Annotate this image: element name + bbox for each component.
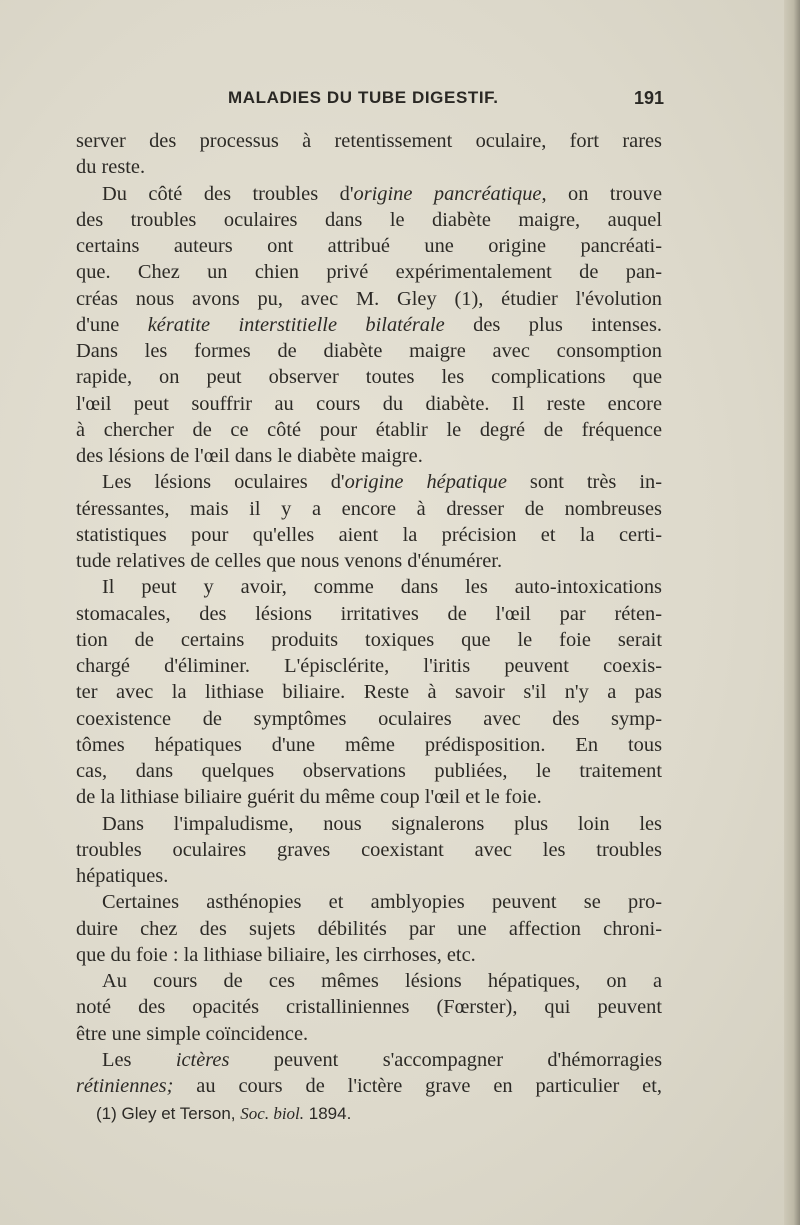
text-line xyxy=(76,1047,662,1073)
text-line xyxy=(76,627,662,653)
text-segment: du reste. xyxy=(76,156,146,179)
italic-text: origine hépatique xyxy=(344,471,507,494)
text-line xyxy=(76,784,662,810)
text-segment: noté des opacités cristalliniennes (Fœrster), qui peuvent xyxy=(76,996,662,1019)
text-line xyxy=(76,286,662,312)
footnote-marker: (1) xyxy=(96,1104,117,1123)
body-text xyxy=(76,128,662,1099)
text-line xyxy=(76,338,662,364)
text-line xyxy=(76,706,662,732)
page-number: 191 xyxy=(633,88,664,108)
text-line xyxy=(76,259,662,285)
text-segment: Dans l'impaludisme, nous signalerons plus loin les xyxy=(102,812,662,835)
text-segment: à chercher de ce côté pour établir le degré de fréquence xyxy=(76,418,662,441)
text-line xyxy=(76,811,662,837)
italic-text: origine pancréatique xyxy=(353,182,542,205)
text-line xyxy=(76,548,662,574)
italic-text: ictères xyxy=(175,1048,230,1071)
text-segment: Dans les formes de diabète maigre avec consomption xyxy=(76,340,662,362)
text-line xyxy=(76,1021,662,1047)
text-segment: des troubles oculaires dans le diabète maigre, auquel xyxy=(76,208,662,231)
text-segment: peuvent s'accompagner d'hémorragies xyxy=(229,1048,662,1071)
text-segment: coexistence de symptômes oculaires avec des symp- xyxy=(76,707,662,730)
text-line xyxy=(76,942,662,968)
text-segment: certains auteurs ont attribué une origine pancréati- xyxy=(76,235,662,257)
text-line xyxy=(76,207,662,233)
text-line xyxy=(76,758,662,784)
text-segment: de la lithiase biliaire guérit du même coup l'œil et le foie. xyxy=(76,786,542,809)
text-segment: des lésions de l'œil dans le diabète maigre. xyxy=(76,445,423,467)
text-segment: Les xyxy=(102,1048,176,1071)
text-segment: rapide, on peut observer toutes les complications que xyxy=(76,366,662,389)
text-segment: Au cours de ces mêmes lésions hépatiques, on a xyxy=(102,970,662,992)
text-line xyxy=(76,181,662,207)
text-segment: être une simple coïncidence. xyxy=(76,1022,309,1045)
italic-text: rétiniennes; xyxy=(76,1075,174,1097)
text-line xyxy=(76,154,662,180)
text-segment: Certaines asthénopies et amblyopies peuvent se pro- xyxy=(102,891,662,914)
text-segment: tude relatives de celles que nous venons d'énumérer. xyxy=(76,550,503,572)
text-line xyxy=(76,916,662,942)
text-line xyxy=(76,443,662,469)
text-line xyxy=(76,1073,662,1099)
text-line xyxy=(76,889,662,915)
text-segment: tômes hépatiques d'une même prédisposition. En tous xyxy=(76,733,662,756)
text-line xyxy=(76,574,662,600)
text-segment: hépatiques. xyxy=(76,865,169,887)
text-segment: que du foie : la lithiase biliaire, les cirrhoses, etc. xyxy=(76,943,476,966)
text-segment: stomacales, des lésions irritatives de l'œil par réten- xyxy=(76,602,662,625)
text-segment: d'une xyxy=(76,313,148,336)
text-segment: chargé d'éliminer. L'épisclérite, l'iritis peuvent coexis- xyxy=(76,655,662,677)
text-line xyxy=(76,522,662,548)
text-segment: Il peut y avoir, comme dans les auto-intoxications xyxy=(102,576,662,599)
running-head: MALADIES DU TUBE DIGESTIF. xyxy=(228,88,499,107)
text-segment: ter avec la lithiase biliaire. Reste à savoir s'il n'y a pas xyxy=(76,681,662,704)
page-header xyxy=(228,88,664,114)
text-line xyxy=(76,653,662,679)
text-segment: que. Chez un chien privé expérimentalement de pan- xyxy=(76,261,662,284)
text-segment: duire chez des sujets débilités par une affection chroni- xyxy=(76,917,662,940)
text-segment: l'œil peut souffrir au cours du diabète. Il reste encore xyxy=(76,392,662,415)
text-segment: téressantes, mais il y a encore à dresser de nombreuses xyxy=(76,497,662,520)
text-segment: créas nous avons pu, avec M. Gley (1), étudier l'évolution xyxy=(76,287,662,310)
text-segment: Les lésions oculaires d' xyxy=(102,471,345,494)
text-segment: server des processus à retentissement oculaire, fort rares xyxy=(76,130,662,152)
text-line xyxy=(76,994,662,1020)
text-line xyxy=(76,496,662,522)
text-segment: troubles oculaires graves coexistant avec les troubles xyxy=(76,838,662,861)
footnote-authors: Gley et Terson, xyxy=(121,1104,236,1123)
text-line xyxy=(76,469,662,495)
text-line xyxy=(76,968,662,994)
text-line xyxy=(76,233,662,259)
text-segment: , on trouve xyxy=(541,182,663,205)
text-line xyxy=(76,679,662,705)
text-line xyxy=(76,417,662,443)
text-segment: des plus intenses. xyxy=(444,313,662,336)
text-line xyxy=(76,128,662,154)
italic-text: kératite interstitielle bilatérale xyxy=(147,313,445,336)
text-line xyxy=(76,837,662,863)
text-line xyxy=(76,391,662,417)
text-segment: au cours de l'ictère grave en particulier et, xyxy=(173,1075,662,1097)
text-line xyxy=(76,601,662,627)
footnote-year: 1894. xyxy=(308,1104,352,1123)
text-segment: Du côté des troubles d' xyxy=(102,182,354,205)
page-edge-shadow xyxy=(784,0,800,1225)
text-line xyxy=(76,364,662,390)
text-segment: tion de certains produits toxiques que le foie serait xyxy=(76,628,662,651)
text-segment: sont très in- xyxy=(506,471,662,494)
text-line xyxy=(76,732,662,758)
footnote xyxy=(96,1104,351,1124)
text-line xyxy=(76,312,662,338)
text-line xyxy=(76,863,662,889)
text-segment: statistiques pour qu'elles aient la précision et la certi- xyxy=(76,523,662,546)
text-segment: cas, dans quelques observations publiées, le traitement xyxy=(76,760,662,782)
footnote-journal: Soc. biol. xyxy=(240,1104,305,1123)
